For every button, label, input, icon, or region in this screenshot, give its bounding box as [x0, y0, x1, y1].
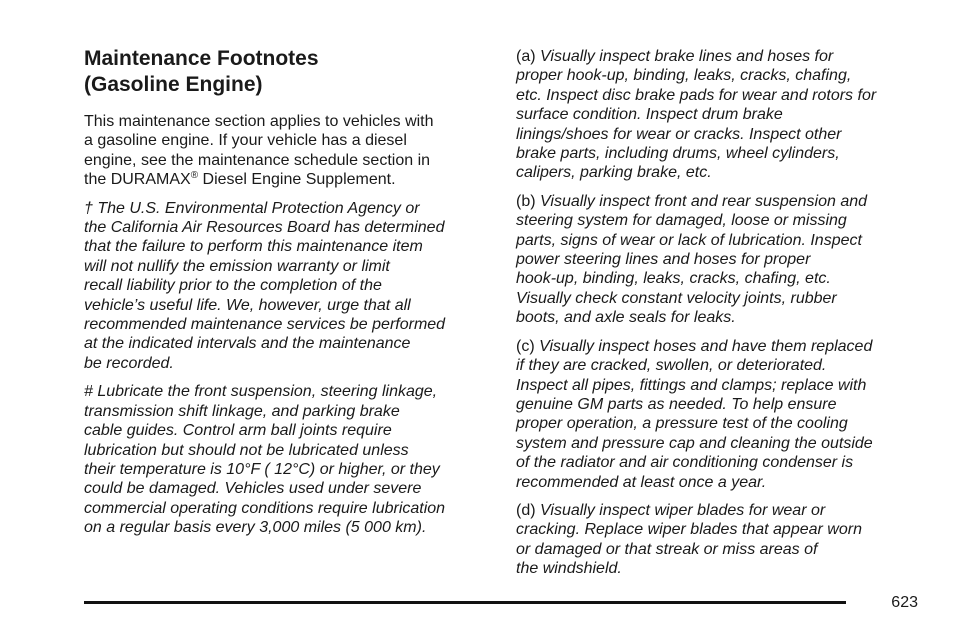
dagger-line: recommended maintenance services be performed — [84, 316, 446, 334]
hash-line: their temperature is 10°F ( 12°C) or higher, or they — [84, 460, 440, 478]
footnote-c-line: recommended at least once a year. — [516, 473, 767, 491]
footnote-c — [516, 337, 926, 492]
footnote-a-line: linings/shoes for wear or cracks. Inspect other — [516, 125, 842, 143]
dagger-line: at the indicated intervals and the maintenance — [84, 335, 411, 353]
dagger-line: will not nullify the emission warranty or limit — [84, 257, 390, 275]
left-column — [84, 46, 494, 547]
footnote-a-line: etc. Inspect disc brake pads for wear and rotors for — [516, 86, 877, 104]
footnote-b-line: steering system for damaged, loose or missing — [516, 212, 847, 230]
intro-line4 — [84, 170, 494, 189]
footer-rule — [84, 601, 846, 604]
footnote-d-line: the windshield. — [516, 560, 622, 578]
dagger-line: vehicle’s useful life. We, however, urge that all — [84, 296, 411, 314]
intro-paragraph — [84, 112, 494, 190]
footnote-a-line: brake parts, including drums, wheel cylinders, — [516, 145, 840, 163]
dagger-footnote — [84, 199, 494, 374]
footnote-a-line: calipers, parking brake, etc. — [516, 164, 712, 182]
footnote-d-line: or damaged or that streak or miss areas of — [516, 540, 818, 558]
hash-line: could be damaged. Vehicles used under severe — [84, 480, 422, 498]
section-title-line2: (Gasoline Engine) — [84, 73, 263, 96]
footnote-b-line: Visually check constant velocity joints, rubber — [516, 289, 837, 307]
footnote-b-line: Visually inspect front and rear suspension and — [540, 192, 868, 210]
intro-line3: engine, see the maintenance schedule section in — [84, 151, 431, 169]
footnote-a-line: Visually inspect brake lines and hoses for — [540, 48, 834, 65]
footnote-a — [516, 47, 926, 183]
footnote-b — [516, 192, 926, 328]
dagger-line: the California Air Resources Board has determined — [84, 219, 445, 237]
footnote-a-line: proper hook-up, binding, leaks, cracks, chafing, — [516, 67, 852, 85]
registered-mark: ® — [190, 170, 199, 182]
dagger-line: † The U.S. Environmental Protection Agency or — [84, 199, 420, 217]
footnote-c-line: if they are cracked, swollen, or deteriorated. — [516, 357, 827, 375]
hash-line: cable guides. Control arm ball joints require — [84, 422, 392, 440]
hash-line: # Lubricate the front suspension, steering linkage, — [84, 383, 438, 401]
footnote-c-line: system and pressure cap and cleaning the outside — [516, 434, 873, 452]
dagger-line: that the failure to perform this maintenance item — [84, 238, 423, 256]
dagger-line: be recorded. — [84, 354, 174, 372]
footnote-d-line: cracking. Replace wiper blades that appear worn — [516, 521, 862, 539]
right-column — [516, 47, 926, 588]
footnote-c-line: proper operation, a pressure test of the cooling — [516, 415, 848, 433]
intro-line4-pre: the DURAMAX — [84, 171, 191, 189]
intro-line2: a gasoline engine. If your vehicle has a diesel — [84, 132, 407, 150]
dagger-line: recall liability prior to the completion of the — [84, 277, 382, 295]
footnote-d — [516, 501, 926, 579]
intro-line1: This maintenance section applies to vehicles with — [84, 113, 434, 130]
hash-line: lubrication but should not be lubricated unless — [84, 441, 409, 459]
footnote-a-line: surface condition. Inspect drum brake — [516, 106, 783, 124]
hash-line: transmission shift linkage, and parking brake — [84, 402, 400, 420]
hash-line: on a regular basis every 3,000 miles (5 000 km). — [84, 519, 427, 537]
footnote-b-line: power steering lines and hoses for proper — [516, 251, 811, 269]
footnote-c-line: Visually inspect hoses and have them replaced — [539, 337, 873, 355]
section-title-line1: Maintenance Footnotes — [84, 47, 319, 70]
footnote-c-line: of the radiator and air conditioning condenser is — [516, 454, 854, 472]
footnote-b-line: hook-up, binding, leaks, cracks, chafing, etc. — [516, 270, 831, 288]
footnote-d-label: (d) — [516, 501, 536, 519]
intro-line4-post: Diesel Engine Supplement. — [198, 171, 396, 189]
footnote-c-label: (c) — [516, 337, 535, 355]
footnote-a-label: (a) — [516, 48, 536, 65]
page-number: 623 — [891, 594, 918, 611]
footnote-b-line: boots, and axle seals for leaks. — [516, 309, 736, 327]
footnote-b-line: parts, signs of wear or lack of lubrication. Inspect — [516, 231, 862, 249]
footnote-b-label: (b) — [516, 192, 536, 210]
section-title — [84, 46, 494, 98]
hash-line: commercial operating conditions require lubrication — [84, 499, 446, 517]
footnote-c-line: Inspect all pipes, fittings and clamps; replace with — [516, 376, 867, 394]
hash-footnote — [84, 382, 494, 537]
footnote-d-line: Visually inspect wiper blades for wear or — [540, 501, 826, 519]
footnote-c-line: genuine GM parts as needed. To help ensure — [516, 395, 837, 413]
